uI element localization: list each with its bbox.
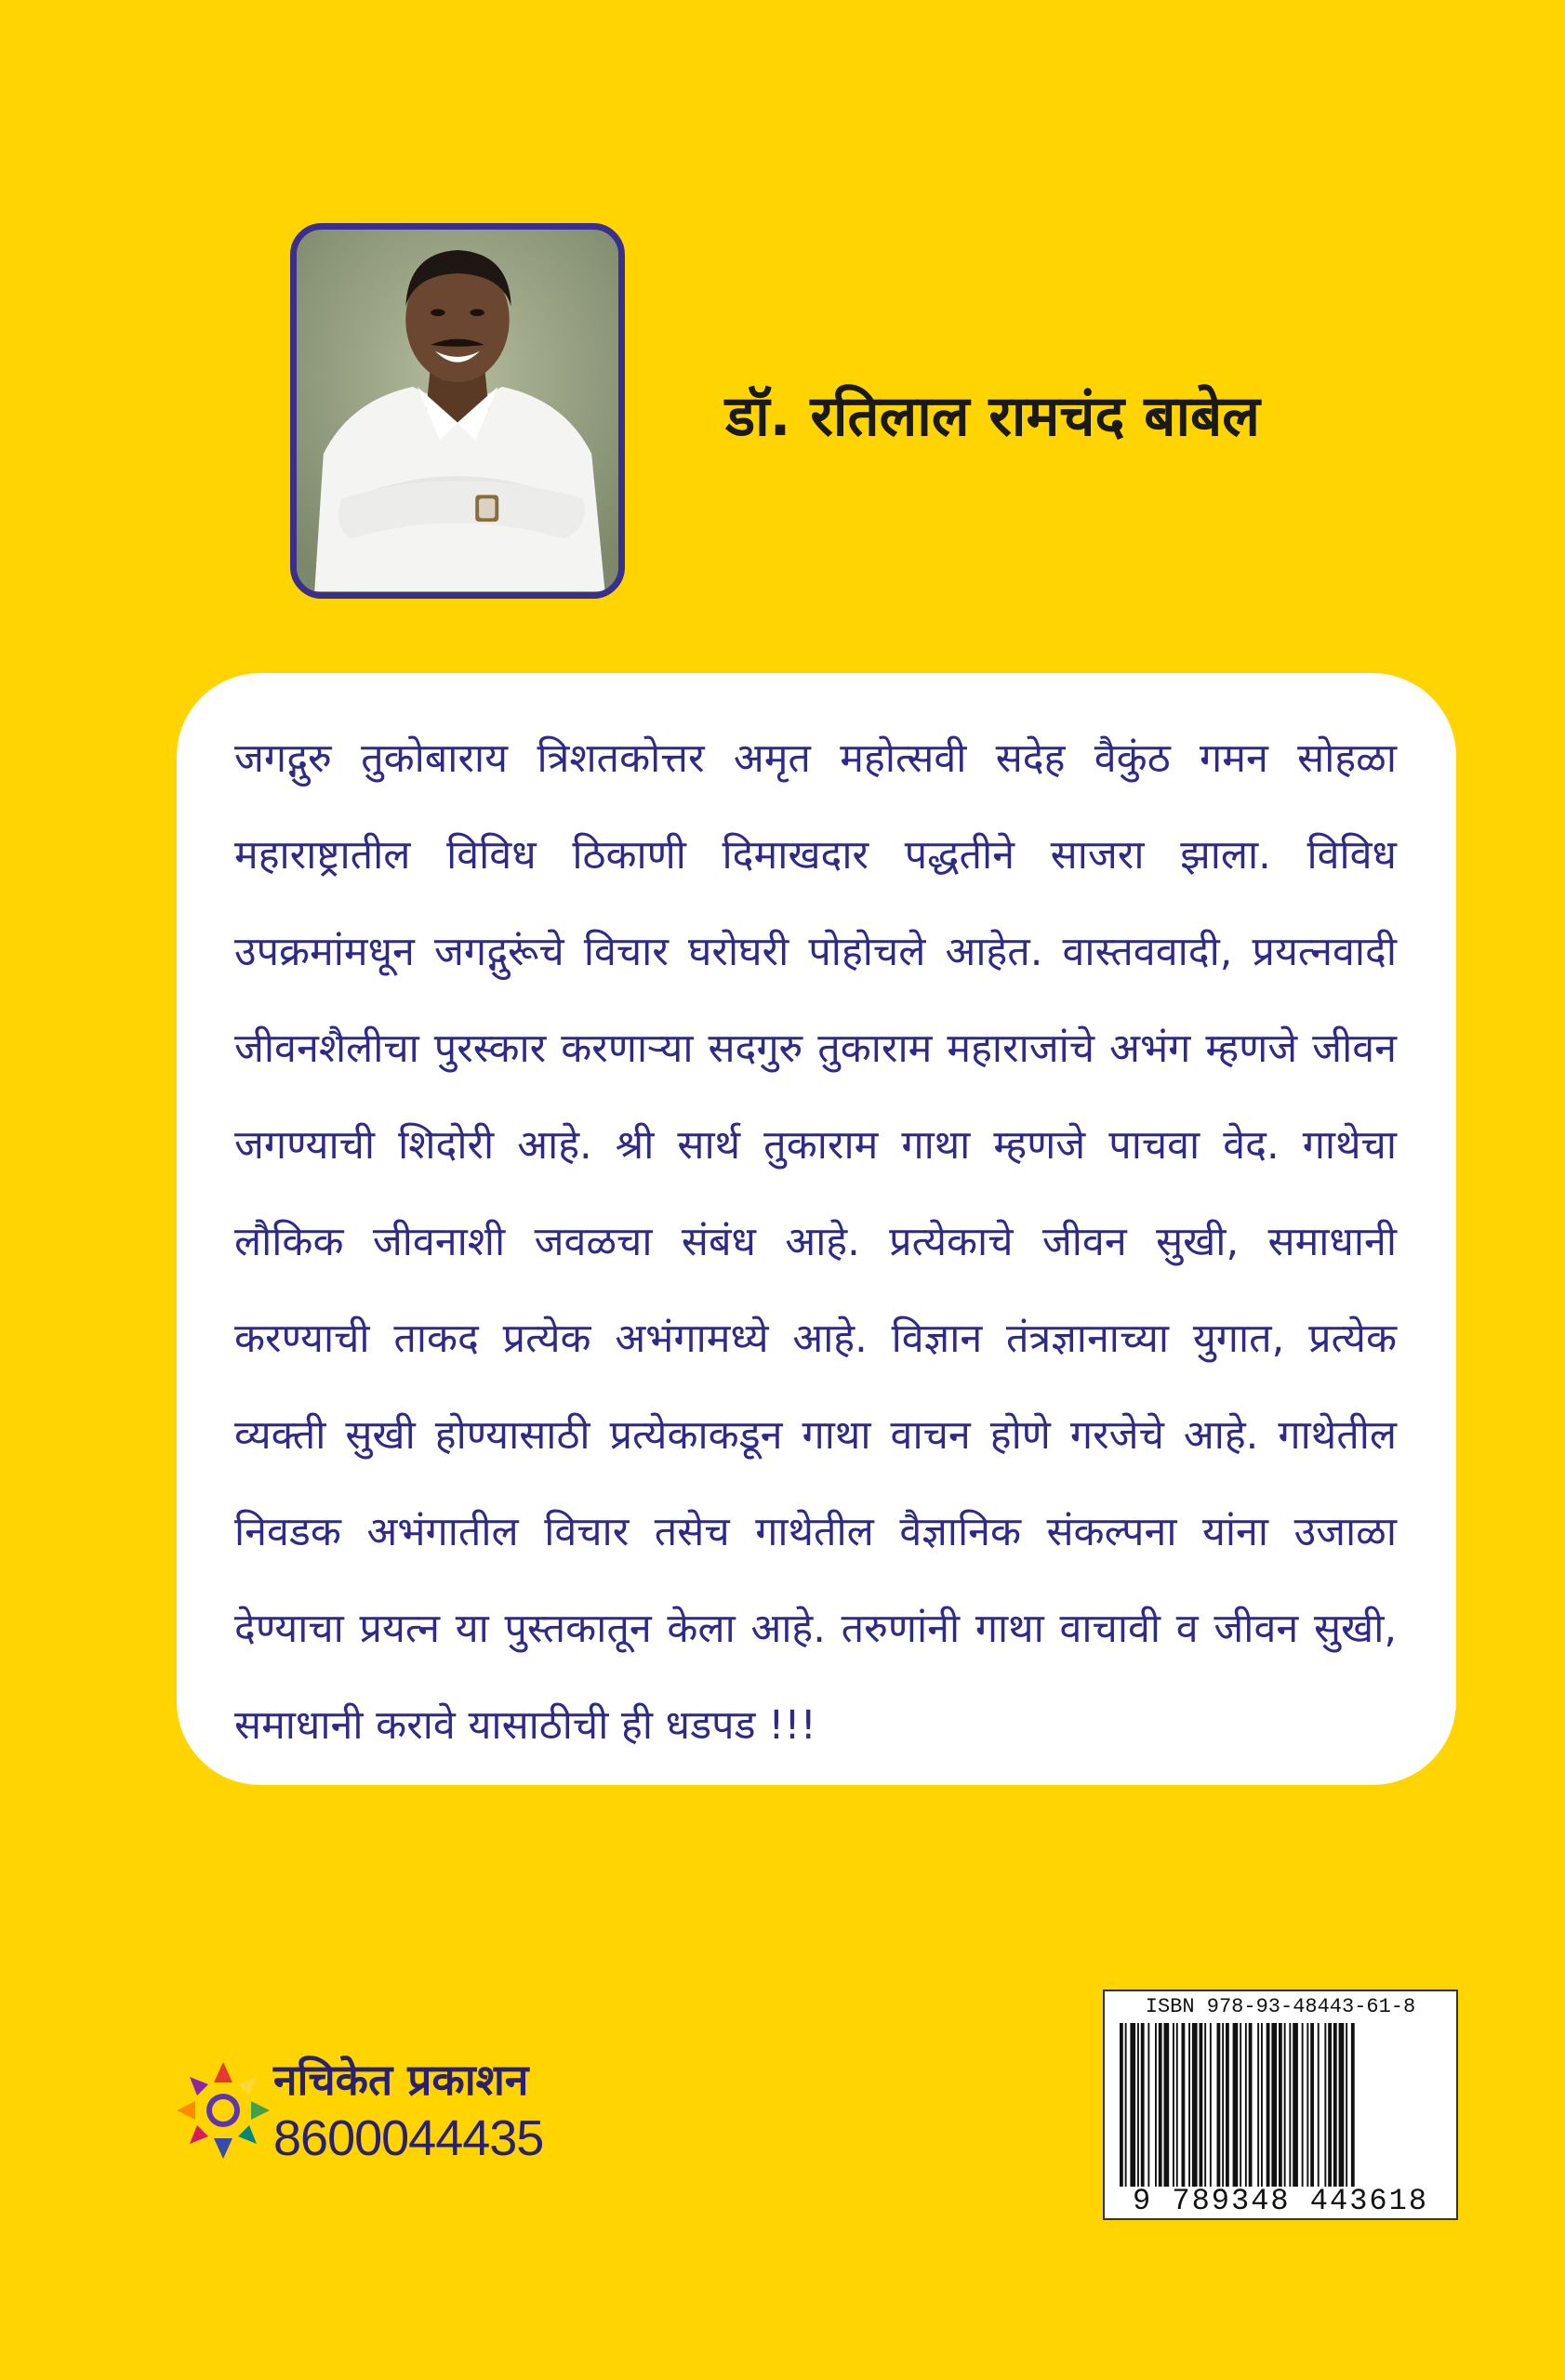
barcode-bar — [1137, 2023, 1139, 2187]
barcode-bar — [1328, 2023, 1332, 2187]
barcode-bar — [1271, 2023, 1277, 2187]
barcode-bar — [1222, 2023, 1224, 2187]
barcode-bar — [1318, 2023, 1320, 2187]
barcode-bar — [1245, 2023, 1247, 2187]
barcode-bar — [1176, 2023, 1178, 2187]
barcode-bar — [1226, 2023, 1229, 2187]
barcode-bar — [1302, 2023, 1304, 2187]
barcode-bar — [1141, 2023, 1145, 2187]
barcode-bar — [1284, 2023, 1286, 2187]
barcode-bar — [1125, 2023, 1127, 2187]
barcode-bar — [1130, 2023, 1135, 2187]
publisher-block — [177, 2050, 604, 2180]
author-portrait-image — [297, 230, 618, 592]
isbn-barcode — [1103, 1990, 1458, 2220]
barcode-bar — [1233, 2023, 1239, 2187]
blurb-text: जगद्गुरु तुकोबाराय त्रिशतकोत्तर अमृत महोत्सवी सदेह वैकुंठ गमन सोहळा महाराष्ट्रातील विविध ठिकाणी दिमाखदार पद्धतीने साजरा झाला. विविध उपक्रमांमधून जगद्गुरूंचे विचार घरोघरी पोहोचले आहेत. वास्तववादी, प्रयत्नवादी जीवनशैलीचा पुरस्कार करणाऱ्या सदगुरु तुकाराम महाराजांचे अभंग म्हणजे जीवन जगण्याची शिदोरी आहे. श्री सार्थ तुकाराम गाथा म्हणजे पाचवा वेद. गाथेचा लौकिक जीवनाशी जवळचा संबंध आहे. प्रत्येकाचे जीवन सुखी, समाधानी करण्याची ताकद प्रत्येक अभंगामध्ये आहे. विज्ञान तंत्रज्ञानाच्या युगात, प्रत्येक व्यक्ती सुखी होण्यासाठी प्रत्येकाकडून गाथा वाचन होणे गरजेचे आहे. गाथेतील निवडक अभंगातील विचार तसेच गाथेतील वैज्ञानिक संकल्पना यांना उजाळा देण्याचा प्रयत्न या पुस्तकातून केला आहे. तरुणांनी गाथा वाचावी व जीवन सुखी, समाधानी करावे यासाठीची ही धडपड !!! — [234, 735, 1397, 1749]
barcode-bar — [1204, 2023, 1206, 2187]
author-name: डॉ. रतिलाल रामचंद बाबेल — [725, 384, 1260, 449]
barcode-bar — [1192, 2023, 1198, 2187]
barcode-bar — [1188, 2023, 1190, 2187]
barcode-bar — [1293, 2023, 1298, 2187]
barcode-bar — [1261, 2023, 1263, 2187]
barcode-bar — [1249, 2023, 1253, 2187]
nachiket-logo-icon — [177, 2059, 270, 2162]
barcode-bar — [1351, 2023, 1355, 2187]
author-photo — [290, 223, 625, 599]
barcode-bar — [1200, 2023, 1203, 2187]
barcode-bar — [1324, 2023, 1326, 2187]
blurb-panel — [177, 673, 1456, 1785]
barcode-bar — [1289, 2023, 1291, 2187]
barcode-bar — [1306, 2023, 1308, 2187]
barcode-bar — [1155, 2023, 1157, 2187]
barcode-bars — [1118, 2023, 1445, 2187]
barcode-bar — [1173, 2023, 1174, 2187]
barcode-bar — [1210, 2023, 1212, 2187]
barcode-bar — [1120, 2023, 1123, 2187]
barcode-bar — [1159, 2023, 1162, 2187]
barcode-digits: 9 789348 443618 — [1132, 2184, 1429, 2218]
barcode-bar — [1346, 2023, 1347, 2187]
barcode-bar — [1339, 2023, 1345, 2187]
barcode-bar — [1147, 2023, 1149, 2187]
barcode-bar — [1240, 2023, 1241, 2187]
barcode-bar — [1182, 2023, 1186, 2187]
barcode-bar — [1279, 2023, 1282, 2187]
barcode-bar — [1333, 2023, 1337, 2187]
barcode-bar — [1217, 2023, 1221, 2187]
barcode-bar — [1164, 2023, 1170, 2187]
publisher-phone: 8600044435 — [273, 2110, 544, 2166]
publisher-name: नचिकेत प्रकाशन — [273, 2055, 529, 2105]
isbn-label: ISBN 978-93-48443-61-8 — [1145, 1995, 1416, 2018]
barcode-bar — [1257, 2023, 1259, 2187]
barcode-bar — [1267, 2023, 1270, 2187]
barcode-bar — [1310, 2023, 1314, 2187]
